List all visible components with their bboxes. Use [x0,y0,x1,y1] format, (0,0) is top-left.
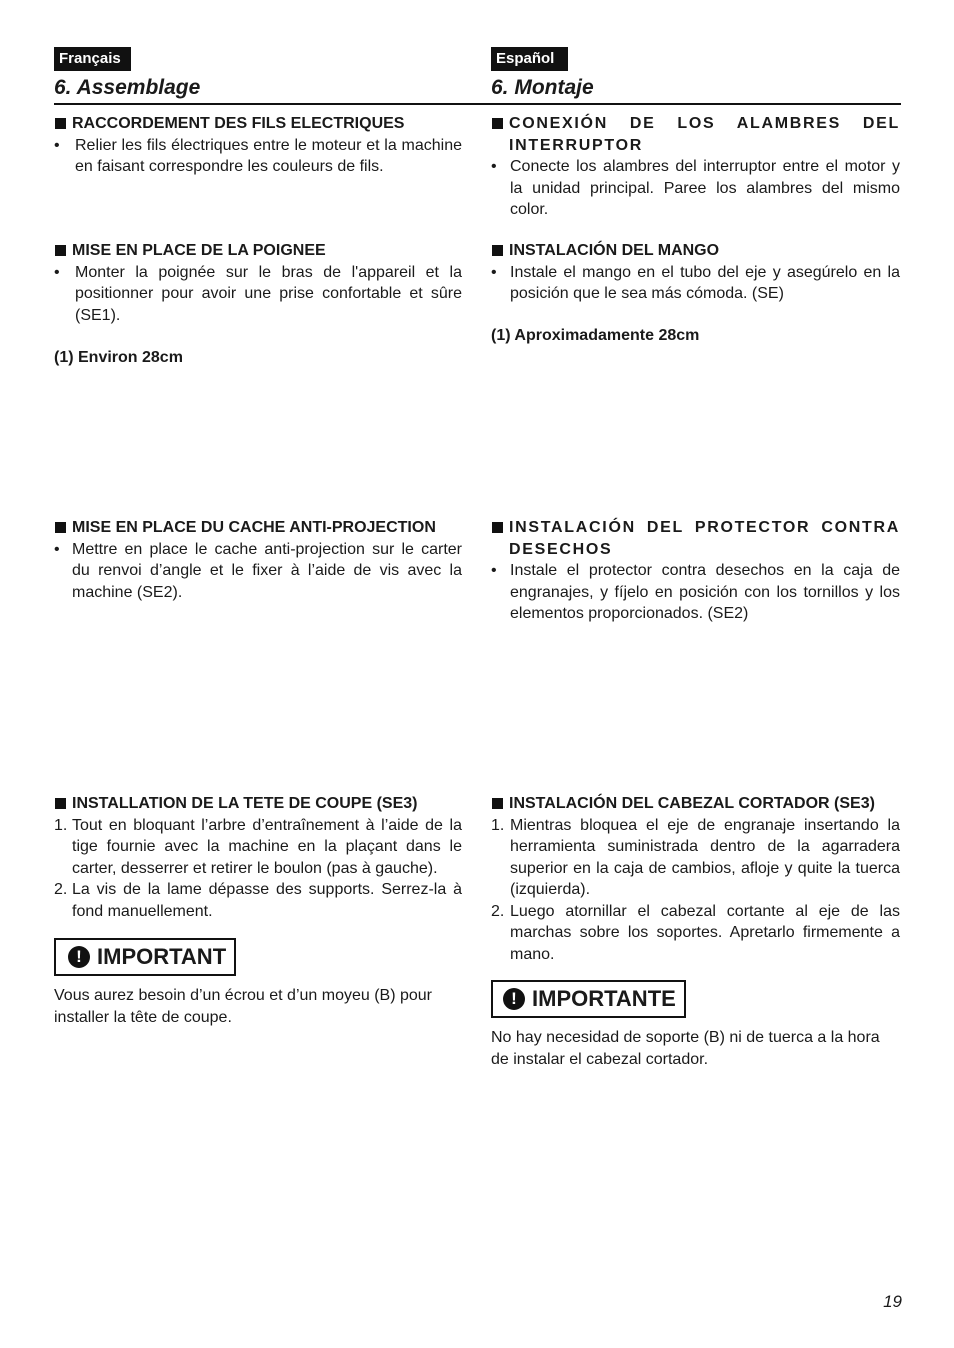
warning-icon: ! [503,988,525,1010]
es-heading-guard: INSTALACIÓN DEL PROTECTOR CONTRA DESECHOS [491,517,900,560]
fr-step-1 [54,815,462,880]
fr-bullet-guard-text: Mettre en place le cache anti-projection sur le carter du renvoi d’angle et le fixer à l’aide de vis avec la machine (SE2). [72,540,462,601]
bullet-mark: • [54,540,60,558]
fr-section-handle [54,240,462,326]
es-section-cutting-head [491,793,900,965]
fr-important-label: IMPORTANT [97,944,227,970]
es-step-1-text: Mientras bloquea el eje de engranaje insertando la herramienta suministrada dentro de la agarradera superior en la caja de cambios, afloje y quite la tuerca (izquierda). [510,816,900,898]
es-bullet-guard [491,560,900,625]
es-heading-handle: INSTALACIÓN DEL MANGO [491,240,900,262]
fr-bullet-handle-text: Monter la poignée sur le bras de l'appareil et la positionner pour avoir une prise confortable et sûre (SE1). [75,263,462,324]
es-step-1 [491,815,900,901]
es-important-text: No hay necesidad de soporte (B) ni de tuerca a la hora de instalar el cabezal cortador. [491,1029,880,1068]
fr-bullet-wiring [54,135,462,178]
es-bullet-guard-text: Instale el protector contra desechos en la caja de engranajes, y fíjelo en posición con los tornillos y los elementos proporcionados. (SE2) [510,562,900,622]
bullet-mark: • [54,263,60,281]
fr-heading-handle: MISE EN PLACE DE LA POIGNEE [54,240,462,262]
es-section-wiring [491,113,900,221]
fr-step-2 [54,879,462,922]
es-heading-cutting-head: INSTALACIÓN DEL CABEZAL CORTADOR (SE3) [491,793,900,815]
step-number: 2. [54,881,68,898]
warning-icon: ! [68,946,90,968]
step-number: 2. [491,902,505,920]
fr-important-text: Vous aurez besoin d’un écrou et d’un moyeu (B) pour installer la tête de coupe. [54,987,433,1026]
es-important-label-box [491,980,686,1018]
step-number: 1. [54,816,68,834]
language-tag-spanish: Español [491,47,568,71]
es-bullet-handle [491,262,900,305]
header-rule [54,103,901,105]
es-bullet-wiring-text: Conecte los alambres del interruptor entre el motor y la unidad principal. Paree los alambres del mismo color. [510,158,900,218]
step-number: 1. [491,816,505,834]
es-heading-wiring: CONEXIÓN DE LOS ALAMBRES DEL INTERRUPTOR [491,113,900,156]
fr-heading-cutting-head: INSTALLATION DE LA TETE DE COUPE (SE3) [54,793,462,815]
fr-bullet-wiring-text: Relier les fils électriques entre le moteur et la machine en faisant correspondre les couleurs de fils. [75,136,462,175]
bullet-mark: • [491,263,497,281]
fr-step-1-text: Tout en bloquant l’arbre d’entraînement à l’aide de la tige fournie avec la machine en la plaçant dans le carter, desserrer et retirer le boulon (pas à gauche). [72,816,462,877]
fr-caption-handle: (1) Environ 28cm [54,349,183,366]
fr-important-box [54,938,462,976]
es-section-handle [491,240,900,305]
fr-section-wiring [54,113,462,178]
es-step-2 [491,901,900,966]
bullet-mark: • [491,158,497,175]
fr-heading-wiring: RACCORDEMENT DES FILS ELECTRIQUES [54,113,462,135]
fr-section-guard [54,517,462,603]
bullet-mark: • [491,562,497,579]
section-title-spanish: 6. Montaje [491,76,594,99]
es-bullet-handle-text: Instale el mango en el tubo del eje y asegúrelo en la posición que le sea más cómoda. (SE) [510,263,900,302]
es-step-2-text: Luego atornillar el cabezal cortante al eje de las marchas sobre los soportes. Apretarlo firmemente a mano. [510,902,900,963]
es-bullet-wiring [491,156,900,221]
fr-heading-guard: MISE EN PLACE DU CACHE ANTI-PROJECTION [54,517,462,539]
page-number: 19 [883,1292,902,1311]
fr-step-2-text: La vis de la lame dépasse des supports. Serrez-la à fond manuellement. [72,881,462,920]
language-tag-french: Français [54,47,131,71]
fr-bullet-guard [54,539,462,604]
bullet-mark: • [54,136,60,154]
fr-important-label-box [54,938,236,976]
fr-section-cutting-head [54,793,462,922]
es-caption-handle: (1) Aproximadamente 28cm [491,327,700,344]
es-important-box [491,980,900,1018]
es-section-guard [491,517,900,625]
fr-bullet-handle [54,262,462,327]
es-important-label: IMPORTANTE [532,986,676,1012]
section-title-french: 6. Assemblage [54,76,201,99]
